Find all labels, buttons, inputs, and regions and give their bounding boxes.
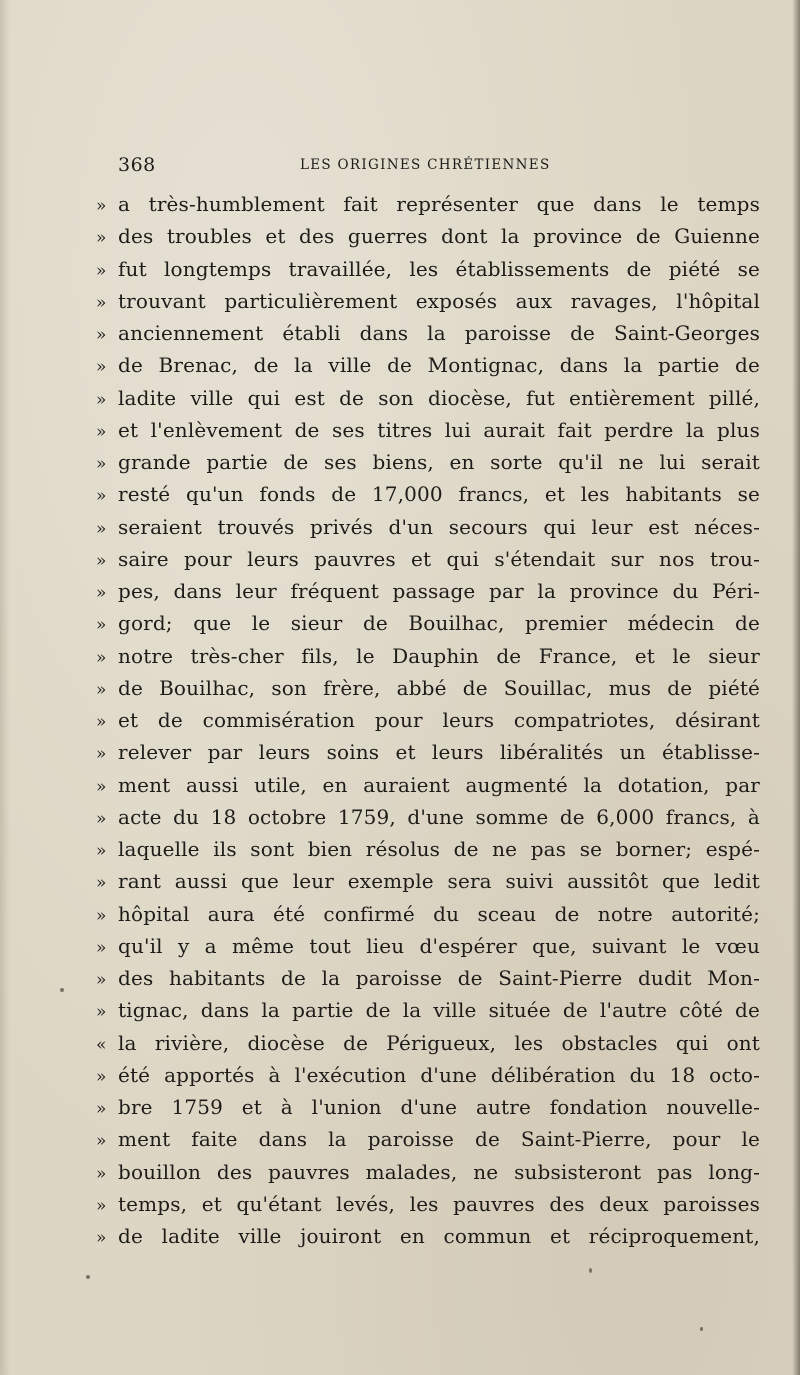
line-text: été apportés à l'exécution d'une délibération du 18 octo- (118, 1062, 760, 1087)
text-line (96, 1059, 760, 1091)
quote-mark: » (96, 712, 107, 732)
text-line (96, 930, 760, 962)
text-line (96, 769, 760, 801)
line-text: bouillon des pauvres malades, ne subsisteront pas long- (118, 1159, 760, 1184)
quote-mark: » (96, 647, 107, 668)
line-text: temps, et qu'étant levés, les pauvres des deux paroisses (118, 1191, 760, 1216)
text-line (96, 285, 760, 317)
quote-mark: » (96, 260, 107, 281)
quote-mark: » (96, 518, 107, 539)
quote-mark: » (96, 228, 107, 249)
line-text: fut longtemps travaillée, les établissements de piété se (118, 256, 760, 281)
line-text: acte du 18 octobre 1759, d'une somme de 6,000 francs, à (118, 804, 760, 829)
line-text: et l'enlèvement de ses titres lui aurait fait perdre la plus (118, 417, 760, 442)
quote-mark: » (96, 550, 107, 571)
line-text: notre très-cher fils, le Dauphin de France, et le sieur (118, 643, 760, 668)
quote-mark: » (96, 583, 107, 603)
line-text: relever par leurs soins et leurs libéralités un établisse- (118, 740, 760, 765)
line-text: qu'il y a même tout lieu d'espérer que, suivant le vœu (118, 933, 760, 958)
quote-mark: » (96, 1131, 107, 1152)
text-line (96, 672, 760, 704)
line-text: a très-humblement fait représenter que dans le temps (118, 192, 760, 216)
page-number: 368 (118, 154, 156, 176)
line-text: seraient trouvés privés d'un secours qui leur est néces- (118, 514, 760, 539)
text-line (96, 446, 760, 478)
ink-speck (700, 1327, 703, 1331)
ink-speck (60, 988, 64, 992)
line-text: grande partie de ses biens, en sorte qu'il ne lui serait (118, 450, 760, 474)
ink-speck (86, 1275, 90, 1279)
quote-mark: » (96, 808, 107, 829)
line-text: de Brenac, de la ville de Montignac, dans la partie de (118, 353, 760, 378)
text-line (96, 704, 760, 736)
quote-mark: » (96, 1195, 107, 1216)
quote-mark: » (96, 389, 107, 410)
text-line (96, 478, 760, 510)
text-line (96, 962, 760, 994)
quote-mark: » (96, 454, 107, 474)
line-text: laquelle ils sont bien résolus de ne pas se borner; espé- (118, 837, 760, 861)
line-text: ment faite dans la paroisse de Saint-Pierre, pour le (118, 1127, 760, 1152)
line-text: anciennement établi dans la paroisse de Saint-Georges (118, 321, 760, 345)
line-text: rant aussi que leur exemple sera suivi aussitôt que ledit (118, 869, 760, 894)
quote-mark: » (96, 841, 107, 861)
quote-mark: » (96, 615, 107, 636)
text-line (96, 414, 760, 446)
line-text: gord; que le sieur de Bouilhac, premier médecin de (118, 611, 760, 636)
line-text: saire pour leurs pauvres et qui s'étendait sur nos trou- (118, 546, 760, 571)
page-header (118, 150, 758, 180)
quote-mark: » (96, 1099, 107, 1119)
quote-mark: » (96, 776, 107, 797)
quote-mark: » (96, 679, 107, 700)
quote-mark: » (96, 1163, 107, 1184)
line-text: hôpital aura été confirmé du sceau de notre autorité; (118, 901, 760, 926)
text-line (96, 1188, 760, 1220)
line-text: ment aussi utile, en auraient augmenté la dotation, par (118, 772, 760, 797)
line-text: des troubles et des guerres dont la province de Guienne (118, 224, 760, 249)
quote-mark: » (96, 873, 107, 894)
text-line (96, 994, 760, 1026)
text-line (96, 640, 760, 672)
text-line (96, 865, 760, 897)
text-line (96, 188, 760, 220)
text-line (96, 898, 760, 930)
line-text: des habitants de la paroisse de Saint-Pierre dudit Mon- (118, 966, 760, 990)
line-text: et de commisération pour leurs compatriotes, désirant (118, 708, 760, 732)
line-text: trouvant particulièrement exposés aux ravages, l'hôpital (118, 288, 760, 313)
line-text: ladite ville qui est de son diocèse, fut entièrement pillé, (118, 385, 760, 410)
line-text: de Bouilhac, son frère, abbé de Souillac, mus de piété (118, 675, 760, 700)
quote-mark: » (96, 486, 107, 507)
line-text: resté qu'un fonds de 17,000 francs, et les habitants se (118, 482, 760, 507)
quote-mark: » (96, 1002, 107, 1023)
text-line (96, 382, 760, 414)
text-line (96, 833, 760, 865)
text-line (96, 1027, 760, 1059)
text-line (96, 1156, 760, 1188)
text-line (96, 511, 760, 543)
text-line (96, 1091, 760, 1123)
line-text: de ladite ville jouiront en commun et réciproquement, (118, 1224, 760, 1248)
ink-speck (589, 1268, 592, 1273)
quote-mark: » (96, 196, 107, 216)
text-line (96, 575, 760, 607)
quote-mark: » (96, 325, 107, 345)
running-head: LES ORIGINES CHRÉTIENNES (300, 157, 551, 173)
line-text: la rivière, diocèse de Périgueux, les obstacles qui ont (118, 1030, 760, 1055)
line-text: pes, dans leur fréquent passage par la province du Péri- (118, 579, 760, 603)
text-line (96, 736, 760, 768)
quote-mark: » (96, 937, 107, 958)
quote-mark: » (96, 744, 107, 765)
line-text: tignac, dans la partie de la ville située de l'autre côté de (118, 998, 760, 1023)
text-line (96, 801, 760, 833)
quote-mark: » (96, 421, 107, 442)
quote-mark: » (96, 905, 107, 926)
line-text: bre 1759 et à l'union d'une autre fondation nouvelle- (118, 1095, 760, 1119)
text-line (96, 349, 760, 381)
quote-mark: » (96, 292, 107, 313)
text-line (96, 1220, 760, 1252)
quote-mark: » (96, 970, 107, 990)
quote-mark: « (96, 1034, 107, 1055)
text-line (96, 220, 760, 252)
text-line (96, 317, 760, 349)
text-line (96, 607, 760, 639)
quote-mark: » (96, 357, 107, 378)
body-text (96, 188, 760, 1252)
text-line (96, 1123, 760, 1155)
quote-mark: » (96, 1066, 107, 1087)
text-line (96, 543, 760, 575)
quote-mark: » (96, 1228, 107, 1248)
text-line (96, 253, 760, 285)
